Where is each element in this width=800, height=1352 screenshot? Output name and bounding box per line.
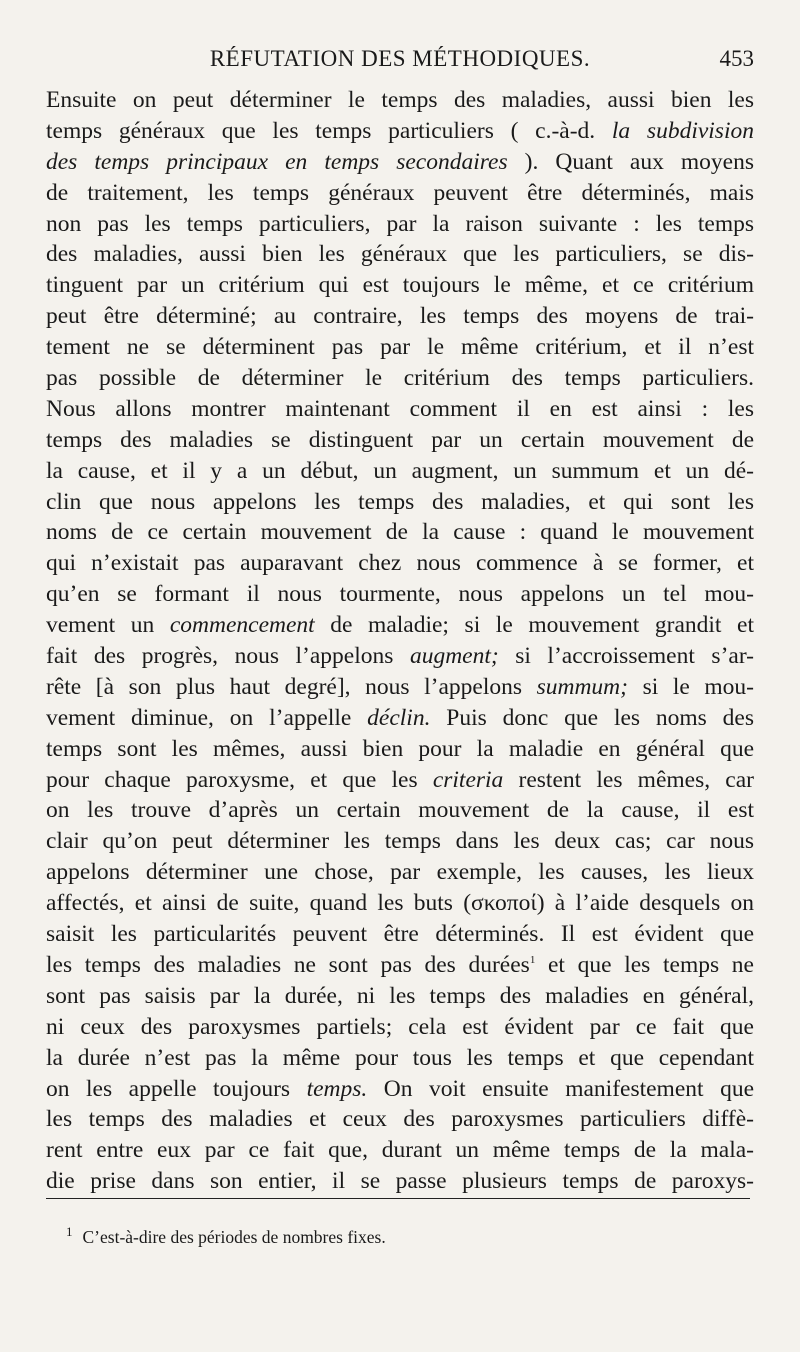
- text-line: Ensuite on peut déterminer le temps des maladies, aussi bien les: [46, 87, 754, 113]
- text-line: affectés, et ainsi de suite, quand les buts (σκοποί) à l’aide desquels on: [46, 890, 754, 917]
- text-line: die prise dans son entier, il se passe plusieurs temps de paroxys-: [46, 1168, 754, 1195]
- text-line: la cause, et il y a un début, un augment, un summum et un dé-: [46, 457, 754, 484]
- footnote-separator: [46, 1198, 750, 1199]
- text-line: tinguent par un critérium qui est toujours le même, et ce critérium: [46, 272, 754, 299]
- text-line: temps généraux que les temps particuliers ( c.-à-d. la subdivision: [46, 117, 754, 144]
- text-line: pour chaque paroxysme, et que les criteria restent les mêmes, car: [46, 766, 754, 793]
- text-line: sont pas saisis par la durée, ni les temps des maladies en général,: [46, 982, 754, 1009]
- italic-term: criteria: [432, 766, 504, 793]
- italic-phrase: la subdivision: [611, 117, 754, 144]
- text-line: vement diminue, on l’appelle déclin. Puis donc que les noms des: [46, 704, 754, 731]
- text-line: rête [à son plus haut degré], nous l’appelons summum; si le mou-: [46, 673, 754, 700]
- text-line: qui n’existait pas auparavant chez nous commence à se former, et: [46, 550, 754, 577]
- text-line: des maladies, aussi bien les généraux que les particuliers, se dis-: [46, 241, 754, 268]
- footnote-number: 1: [66, 1224, 73, 1239]
- text-line: noms de ce certain mouvement de la cause : quand le mouvement: [46, 519, 754, 546]
- text-line: tement ne se déterminent pas par le même critérium, et il n’est: [46, 334, 754, 361]
- text-line: de traitement, les temps généraux peuvent être déterminés, mais: [46, 179, 754, 206]
- italic-term: summum;: [536, 673, 628, 700]
- text-line: des temps principaux en temps secondaires ). Quant aux moyens: [46, 148, 754, 175]
- text-line: Nous allons montrer maintenant comment il en est ainsi : les: [46, 395, 754, 422]
- text-line: on les appelle toujours temps. On voit ensuite manifestement que: [46, 1075, 754, 1102]
- text-line: temps des maladies se distinguent par un certain mouvement de: [46, 426, 754, 453]
- text-line: saisit les particularités peuvent être déterminés. Il est évident que: [46, 921, 754, 948]
- text-line: la durée n’est pas la même pour tous les temps et que cependant: [46, 1044, 754, 1071]
- text-line: clin que nous appelons les temps des maladies, et qui sont les: [46, 488, 754, 515]
- italic-term: commencement: [169, 612, 315, 639]
- text-line: qu’en se formant il nous tourmente, nous appelons un tel mou-: [46, 581, 754, 608]
- text-line: on les trouve d’après un certain mouvement de la cause, il est: [46, 797, 754, 824]
- footnote-text: C’est-à-dire des périodes de nombres fixes.: [82, 1226, 386, 1247]
- text-line: clair qu’on peut déterminer les temps dans les deux cas; car nous: [46, 828, 754, 855]
- footnote: [66, 1224, 386, 1248]
- text-line: appelons déterminer une chose, par exemple, les causes, les lieux: [46, 859, 754, 886]
- main-text: [46, 85, 754, 1197]
- italic-term: temps.: [306, 1075, 368, 1102]
- running-title: RÉFUTATION DES MÉTHODIQUES.: [209, 46, 591, 71]
- italic-phrase: des temps principaux en temps secondaires: [46, 148, 508, 175]
- text-line: les temps des maladies ne sont pas des durées$^1$ et que les temps ne: [46, 951, 754, 978]
- running-header: [46, 46, 754, 80]
- text-line: non pas les temps particuliers, par la raison suivante : les temps: [46, 210, 754, 237]
- text-line: rent entre eux par ce fait que, durant un même temps de la mala-: [46, 1137, 754, 1164]
- text-line: temps sont les mêmes, aussi bien pour la maladie en général que: [46, 735, 754, 762]
- text-line: peut être déterminé; au contraire, les temps des moyens de trai-: [46, 303, 754, 330]
- text-line: ni ceux des paroxysmes partiels; cela est évident par ce fait que: [46, 1013, 754, 1040]
- footnote-marker[interactable]: 1: [529, 954, 536, 967]
- page-number: 453: [719, 46, 754, 71]
- italic-term: déclin.: [367, 704, 431, 731]
- text-line: vement un commencement de maladie; si le mouvement grandit et: [46, 612, 754, 639]
- text-line: pas possible de déterminer le critérium des temps particuliers.: [46, 365, 754, 392]
- italic-term: augment;: [409, 643, 499, 670]
- text-line: fait des progrès, nous l’appelons augment; si l’accroissement s’ar-: [46, 643, 755, 670]
- text-line: les temps des maladies et ceux des paroxysmes particuliers diffè-: [46, 1106, 754, 1133]
